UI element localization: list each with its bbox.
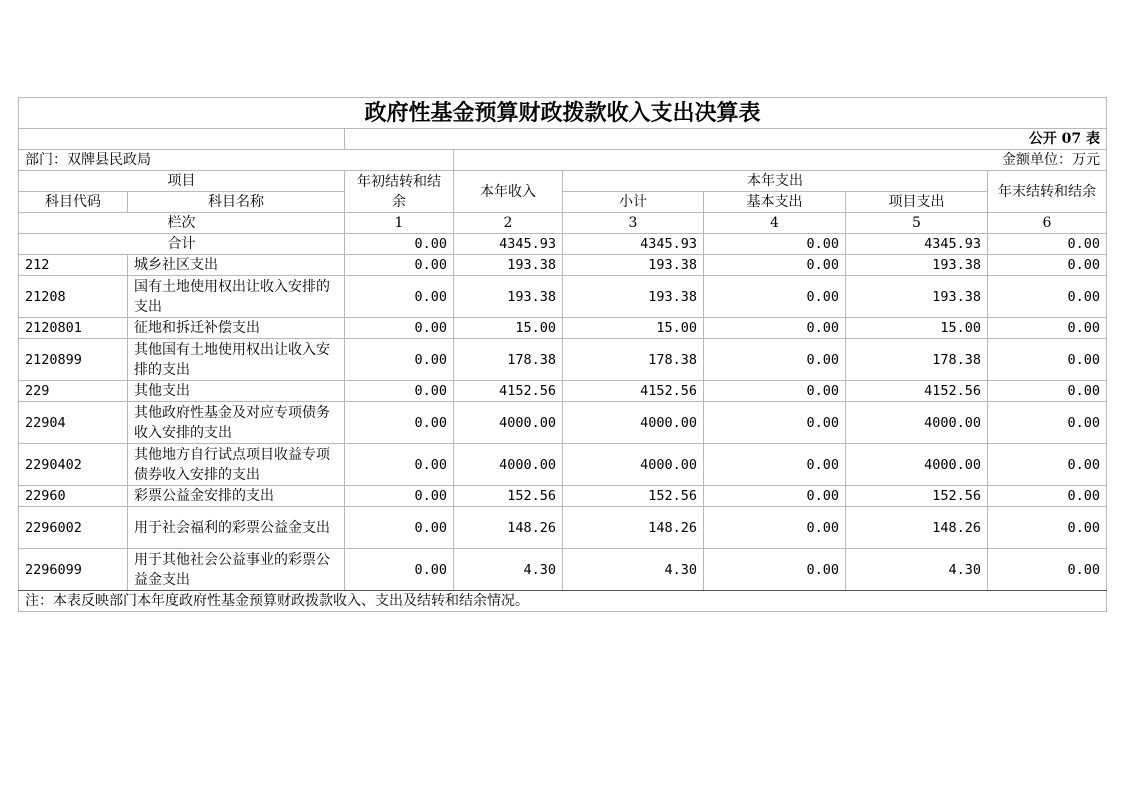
amount-cell: 148.26 bbox=[454, 507, 563, 549]
fund-budget-table bbox=[18, 97, 1107, 612]
amount-cell: 0.00 bbox=[988, 549, 1107, 591]
column-index: 1 bbox=[345, 213, 454, 234]
subject-name: 其他支出 bbox=[128, 381, 345, 402]
header-end-balance: 年末结转和结余 bbox=[988, 171, 1107, 213]
header-code: 科目代码 bbox=[19, 192, 128, 213]
header-begin-balance: 年初结转和结余 bbox=[345, 171, 454, 213]
amount-cell: 0.00 bbox=[988, 276, 1107, 318]
subject-code: 22904 bbox=[19, 402, 128, 444]
total-label: 合计 bbox=[19, 234, 345, 255]
amount-cell: 0.00 bbox=[345, 339, 454, 381]
amount-cell: 4000.00 bbox=[563, 444, 704, 486]
amount-cell: 4152.56 bbox=[563, 381, 704, 402]
subject-code: 2290402 bbox=[19, 444, 128, 486]
amount-cell: 0.00 bbox=[988, 381, 1107, 402]
subject-code: 22960 bbox=[19, 486, 128, 507]
amount-cell: 15.00 bbox=[454, 318, 563, 339]
header-item: 项目 bbox=[19, 171, 345, 192]
amount-cell: 152.56 bbox=[563, 486, 704, 507]
subject-code: 21208 bbox=[19, 276, 128, 318]
column-index: 6 bbox=[988, 213, 1107, 234]
data-rows bbox=[19, 255, 1107, 591]
total-value: 0.00 bbox=[704, 234, 846, 255]
amount-cell: 0.00 bbox=[704, 255, 846, 276]
column-index: 5 bbox=[846, 213, 988, 234]
subject-name: 征地和拆迁补偿支出 bbox=[128, 318, 345, 339]
amount-cell: 0.00 bbox=[704, 507, 846, 549]
total-value: 4345.93 bbox=[454, 234, 563, 255]
subject-name: 其他国有土地使用权出让收入安排的支出 bbox=[128, 339, 345, 381]
amount-cell: 0.00 bbox=[988, 339, 1107, 381]
amount-cell: 0.00 bbox=[704, 276, 846, 318]
amount-cell: 0.00 bbox=[345, 486, 454, 507]
subject-name: 国有土地使用权出让收入安排的支出 bbox=[128, 276, 345, 318]
subject-name: 其他政府性基金及对应专项债务收入安排的支出 bbox=[128, 402, 345, 444]
subject-name: 用于社会福利的彩票公益金支出 bbox=[128, 507, 345, 549]
amount-cell: 4000.00 bbox=[454, 402, 563, 444]
amount-cell: 0.00 bbox=[704, 339, 846, 381]
amount-cell: 0.00 bbox=[345, 318, 454, 339]
amount-cell: 4000.00 bbox=[846, 402, 988, 444]
amount-cell: 178.38 bbox=[563, 339, 704, 381]
subject-name: 用于其他社会公益事业的彩票公益金支出 bbox=[128, 549, 345, 591]
amount-cell: 0.00 bbox=[704, 549, 846, 591]
subject-code: 229 bbox=[19, 381, 128, 402]
subject-code: 2120899 bbox=[19, 339, 128, 381]
amount-cell: 148.26 bbox=[846, 507, 988, 549]
amount-cell: 4.30 bbox=[563, 549, 704, 591]
amount-cell: 15.00 bbox=[563, 318, 704, 339]
total-value: 4345.93 bbox=[846, 234, 988, 255]
total-value: 0.00 bbox=[345, 234, 454, 255]
amount-cell: 0.00 bbox=[704, 381, 846, 402]
table-note: 注：本表反映部门本年度政府性基金预算财政拨款收入、支出及结转和结余情况。 bbox=[19, 591, 1107, 612]
table-row bbox=[19, 339, 1107, 381]
unit-label: 金额单位：万元 bbox=[454, 150, 1107, 171]
column-index: 3 bbox=[563, 213, 704, 234]
form-code: 公开 07 表 bbox=[345, 129, 1107, 150]
amount-cell: 0.00 bbox=[345, 402, 454, 444]
amount-cell: 4000.00 bbox=[563, 402, 704, 444]
amount-cell: 193.38 bbox=[454, 276, 563, 318]
column-index: 4 bbox=[704, 213, 846, 234]
amount-cell: 0.00 bbox=[988, 507, 1107, 549]
amount-cell: 4152.56 bbox=[846, 381, 988, 402]
amount-cell: 148.26 bbox=[563, 507, 704, 549]
table-row bbox=[19, 276, 1107, 318]
column-index: 2 bbox=[454, 213, 563, 234]
amount-cell: 193.38 bbox=[563, 276, 704, 318]
table-row bbox=[19, 318, 1107, 339]
department-label: 部门：双牌县民政局 bbox=[19, 150, 454, 171]
amount-cell: 0.00 bbox=[345, 381, 454, 402]
amount-cell: 0.00 bbox=[704, 486, 846, 507]
table-row bbox=[19, 381, 1107, 402]
amount-cell: 0.00 bbox=[704, 402, 846, 444]
column-index-label: 栏次 bbox=[19, 213, 345, 234]
amount-cell: 4.30 bbox=[454, 549, 563, 591]
table-row bbox=[19, 549, 1107, 591]
total-value: 4345.93 bbox=[563, 234, 704, 255]
subject-code: 2120801 bbox=[19, 318, 128, 339]
amount-cell: 178.38 bbox=[846, 339, 988, 381]
amount-cell: 0.00 bbox=[988, 444, 1107, 486]
table-row bbox=[19, 507, 1107, 549]
amount-cell: 0.00 bbox=[345, 255, 454, 276]
amount-cell: 4152.56 bbox=[454, 381, 563, 402]
header-income: 本年收入 bbox=[454, 171, 563, 213]
amount-cell: 4000.00 bbox=[846, 444, 988, 486]
header-expense: 本年支出 bbox=[563, 171, 988, 192]
amount-cell: 193.38 bbox=[454, 255, 563, 276]
amount-cell: 4.30 bbox=[846, 549, 988, 591]
table-row bbox=[19, 255, 1107, 276]
header-name: 科目名称 bbox=[128, 192, 345, 213]
table-row bbox=[19, 402, 1107, 444]
header-subtotal: 小计 bbox=[563, 192, 704, 213]
subject-name: 城乡社区支出 bbox=[128, 255, 345, 276]
amount-cell: 0.00 bbox=[988, 402, 1107, 444]
table-row bbox=[19, 444, 1107, 486]
amount-cell: 193.38 bbox=[846, 276, 988, 318]
table-row bbox=[19, 486, 1107, 507]
report-sheet bbox=[18, 97, 1106, 612]
blank-cell bbox=[19, 129, 345, 150]
amount-cell: 0.00 bbox=[988, 486, 1107, 507]
subject-name: 其他地方自行试点项目收益专项债券收入安排的支出 bbox=[128, 444, 345, 486]
amount-cell: 152.56 bbox=[454, 486, 563, 507]
amount-cell: 0.00 bbox=[345, 444, 454, 486]
amount-cell: 0.00 bbox=[988, 255, 1107, 276]
amount-cell: 4000.00 bbox=[454, 444, 563, 486]
header-basic: 基本支出 bbox=[704, 192, 846, 213]
subject-code: 2296099 bbox=[19, 549, 128, 591]
amount-cell: 0.00 bbox=[704, 444, 846, 486]
amount-cell: 178.38 bbox=[454, 339, 563, 381]
subject-name: 彩票公益金安排的支出 bbox=[128, 486, 345, 507]
amount-cell: 15.00 bbox=[846, 318, 988, 339]
subject-code: 2296002 bbox=[19, 507, 128, 549]
page-title: 政府性基金预算财政拨款收入支出决算表 bbox=[19, 98, 1107, 129]
amount-cell: 0.00 bbox=[345, 276, 454, 318]
total-value: 0.00 bbox=[988, 234, 1107, 255]
amount-cell: 0.00 bbox=[345, 507, 454, 549]
amount-cell: 193.38 bbox=[563, 255, 704, 276]
amount-cell: 0.00 bbox=[704, 318, 846, 339]
amount-cell: 193.38 bbox=[846, 255, 988, 276]
header-project: 项目支出 bbox=[846, 192, 988, 213]
amount-cell: 0.00 bbox=[988, 318, 1107, 339]
total-row bbox=[19, 234, 1107, 255]
amount-cell: 0.00 bbox=[345, 549, 454, 591]
subject-code: 212 bbox=[19, 255, 128, 276]
amount-cell: 152.56 bbox=[846, 486, 988, 507]
